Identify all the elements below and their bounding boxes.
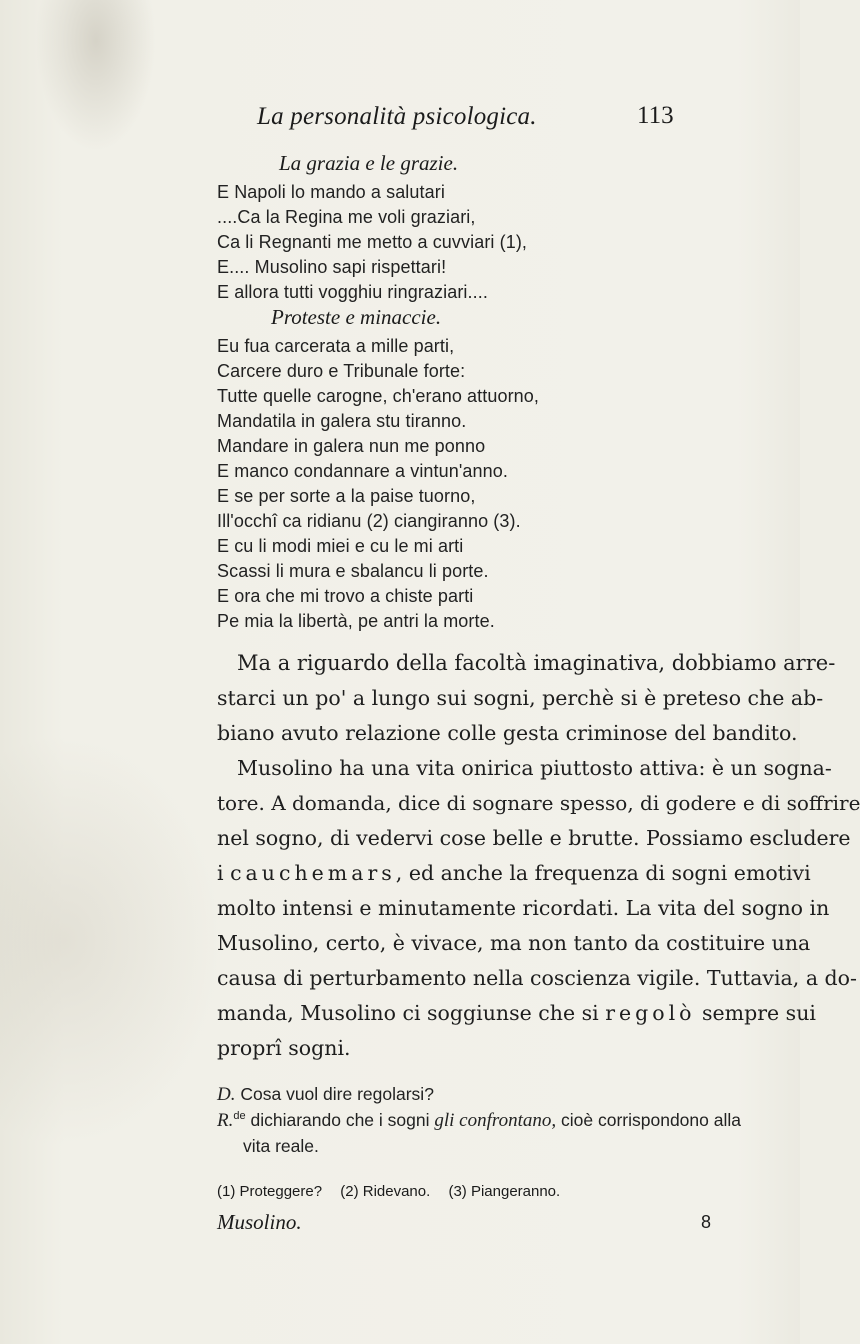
prose-line: Musolino ha una vita onirica piuttosto attiva: è un sogna- [237, 756, 832, 780]
verse-line: E ora che mi trovo a chiste parti [217, 586, 474, 606]
verse-line: Scassi li mura e sbalancu li porte. [217, 561, 489, 581]
verse-line: E manco condannare a vintun'anno. [217, 461, 508, 481]
poem-title-grazia: La grazia e le grazie. [279, 151, 459, 175]
question-line [217, 1084, 434, 1106]
question-speaker: D. [217, 1084, 236, 1105]
footnote: (1) Proteggere? [217, 1183, 323, 1200]
verse-line: E.... Musolino sapi rispettari! [217, 257, 447, 277]
verse-line: Eu fua carcerata a mille parti, [217, 336, 455, 356]
page-number: 113 [637, 102, 674, 129]
answer-line [217, 1110, 741, 1132]
verse-line: Mandare in galera nun me ponno [217, 436, 486, 456]
question-text: Cosa vuol dire regolarsi? [240, 1084, 434, 1104]
answer-text-after: cioè corrispondono alla [561, 1110, 741, 1130]
verse-line: E se per sorte a la paise tuorno, [217, 486, 476, 506]
verse-line: Pe mia la libertà, pe antri la morte. [217, 611, 495, 631]
answer-text: dichiarando che i sogni [250, 1110, 430, 1130]
poem-title-proteste: Proteste e minaccie. [271, 305, 442, 329]
footnote: (2) Ridevano. [340, 1183, 431, 1200]
prose-line: Musolino, certo, è vivace, ma non tanto da costituire una [217, 931, 811, 955]
footnotes [217, 1183, 574, 1200]
prose-line: Ma a riguardo della facoltà imaginativa, dobbiamo arre- [237, 651, 836, 675]
prose-line: proprî sogni. [217, 1036, 351, 1060]
verse-line: Carcere duro e Tribunale forte: [217, 361, 466, 381]
answer-speaker: R. [217, 1110, 234, 1131]
signature-mark: 8 [701, 1212, 712, 1232]
answer-continuation: vita reale. [243, 1136, 319, 1156]
prose-line: biano avuto relazione colle gesta criminose del bandito. [217, 721, 798, 745]
footnote: (3) Piangeranno. [448, 1183, 561, 1200]
verse-line: ....Ca la Regina me voli graziari, [217, 207, 476, 227]
verse-line: Tutte quelle carogne, ch'erano attuorno, [217, 386, 539, 406]
running-title: La personalità psicologica. [257, 103, 537, 130]
prose-line: manda, Musolino ci soggiunse che si regolò sempre sui [217, 1001, 816, 1025]
verse-line: Ill'occhî ca ridianu (2) ciangiranno (3). [217, 511, 521, 531]
prose-line: nel sogno, di vedervi cose belle e brutte. Possiamo escludere [217, 826, 851, 850]
prose-text: i cauchemars, ed anche la frequenza di sogni emotivi [217, 861, 811, 885]
verse-line: E allora tutti vogghiu ringraziari.... [217, 282, 488, 302]
prose-line: starci un po' a lungo sui sogni, perchè si è preteso che ab- [217, 686, 824, 710]
prose-line: causa di perturbamento nella coscienza vigile. Tuttavia, a do- [217, 966, 857, 990]
verse-line: Ca li Regnanti me metto a cuvviari (1), [217, 232, 528, 252]
spaced-word: cauchemars [230, 861, 396, 885]
prose-line: tore. A domanda, dice di sognare spesso, di godere e di soffrire [217, 791, 860, 815]
verse-line: Mandatila in galera stu tiranno. [217, 411, 467, 431]
prose-line: molto intensi e minutamente ricordati. La vita del sogno in [217, 896, 830, 920]
verse-line: E cu li modi miei e cu le mi arti [217, 536, 464, 556]
answer-italic: gli confrontano, [434, 1110, 557, 1131]
spaced-word: regolò [605, 1001, 696, 1025]
verse-line: E Napoli lo mando a salutari [217, 182, 445, 202]
prose-line-cauchemars [217, 861, 811, 885]
signature-musolino: Musolino. [217, 1210, 302, 1234]
answer-superscript: de [233, 1110, 246, 1123]
